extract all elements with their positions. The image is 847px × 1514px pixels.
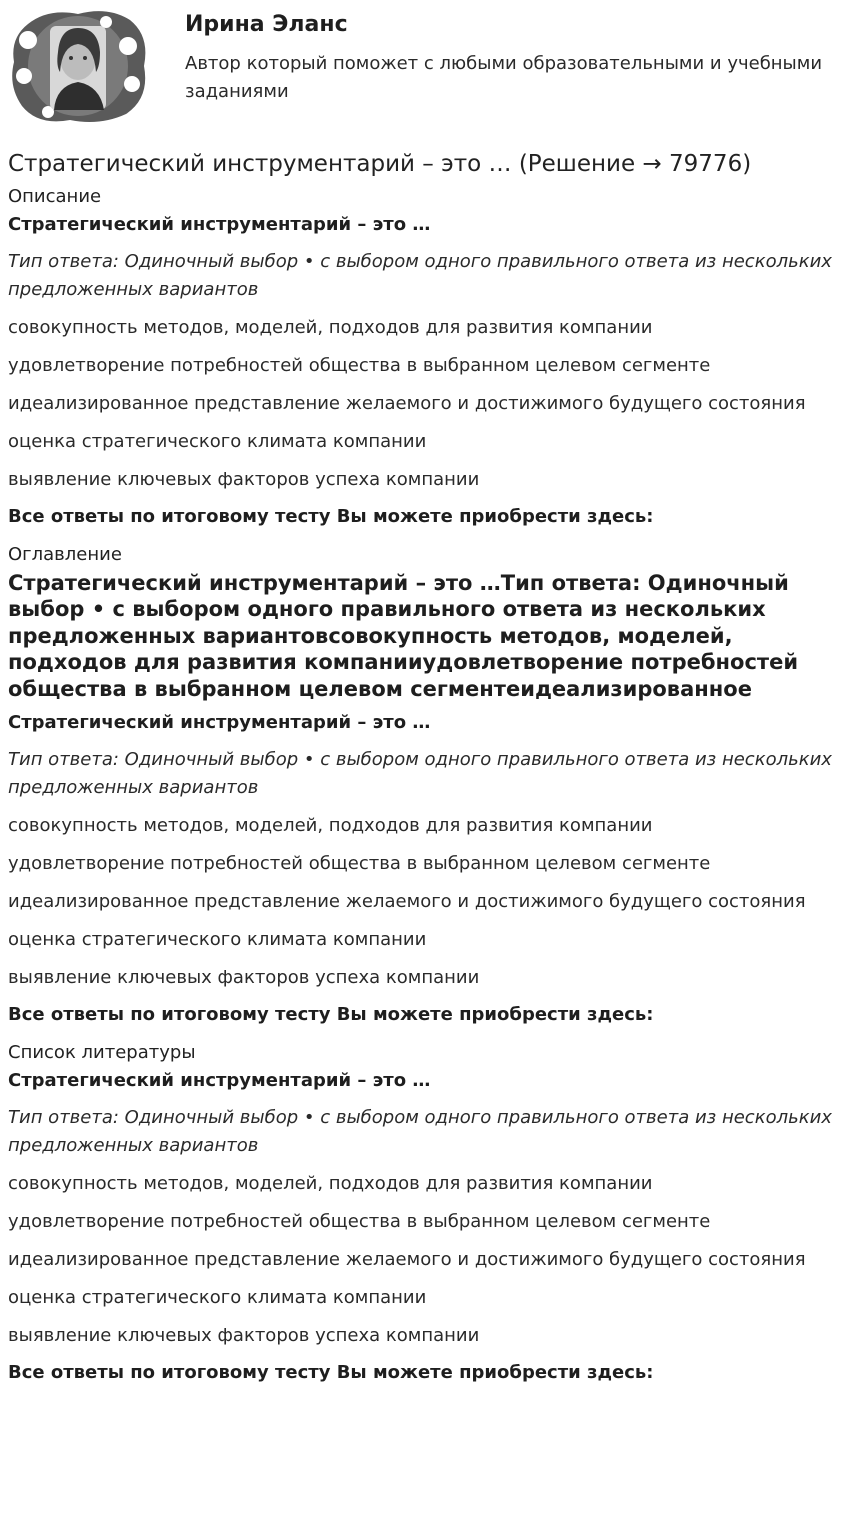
answer-type: Тип ответа: Одиночный выбор • с выбором одного правильного ответа из нескольких предложенных вариантов: [8, 749, 832, 798]
answer-option: оценка стратегического климата компании: [8, 1287, 427, 1308]
answer-option: удовлетворение потребностей общества в выбранном целевом сегменте: [8, 853, 711, 874]
buy-answers-text: Все ответы по итоговому тесту Вы можете приобрести здесь:: [8, 506, 654, 527]
author-header: [0, 0, 847, 130]
film-reel-avatar-icon: [8, 6, 150, 126]
main-content: [8, 146, 840, 1398]
description-section: [8, 184, 840, 530]
buy-answers-text: Все ответы по итоговому тесту Вы можете приобрести здесь:: [8, 1004, 654, 1025]
author-avatar[interactable]: [8, 6, 150, 126]
author-description: Автор который поможет с любыми образовательными и учебными заданиями: [185, 53, 823, 102]
answer-option: выявление ключевых факторов успеха компании: [8, 1325, 480, 1346]
answer-option: совокупность методов, моделей, подходов для развития компании: [8, 1173, 653, 1194]
question-title: Стратегический инструментарий – это …: [8, 214, 431, 235]
answer-option: идеализированное представление желаемого и достижимого будущего состояния: [8, 393, 806, 414]
buy-answers-text: Все ответы по итоговому тесту Вы можете приобрести здесь:: [8, 1362, 654, 1383]
answer-option: оценка стратегического климата компании: [8, 929, 427, 950]
answer-option: удовлетворение потребностей общества в выбранном целевом сегменте: [8, 1211, 711, 1232]
answer-option: выявление ключевых факторов успеха компании: [8, 967, 480, 988]
answer-type: Тип ответа: Одиночный выбор • с выбором одного правильного ответа из нескольких предложенных вариантов: [8, 251, 832, 300]
description-label: Описание: [8, 186, 102, 207]
answer-option: идеализированное представление желаемого и достижимого будущего состояния: [8, 1249, 806, 1270]
answer-option: выявление ключевых факторов успеха компании: [8, 469, 480, 490]
literature-label: Список литературы: [8, 1042, 196, 1063]
toc-label: Оглавление: [8, 544, 122, 565]
answer-option: оценка стратегического климата компании: [8, 431, 427, 452]
answer-option: идеализированное представление желаемого и достижимого будущего состояния: [8, 891, 806, 912]
page-title: Стратегический инструментарий – это … (Решение → 79776): [8, 151, 752, 177]
answer-option: совокупность методов, моделей, подходов для развития компании: [8, 815, 653, 836]
literature-section: [8, 1040, 840, 1386]
toc-heading: Стратегический инструментарий – это …Тип ответа: Одиночный выбор • с выбором одного правильного ответа из нескольких предложенных вариантовсовокупность методов, моделей, подходов для развития компанииудовлетворение потребностей общества в выбранном целевом сегментеидеализированное: [8, 571, 799, 701]
toc-section: [8, 542, 840, 1028]
answer-option: совокупность методов, моделей, подходов для развития компании: [8, 317, 653, 338]
answer-type: Тип ответа: Одиночный выбор • с выбором одного правильного ответа из нескольких предложенных вариантов: [8, 1107, 832, 1156]
question-title: Стратегический инструментарий – это …: [8, 712, 431, 733]
author-name[interactable]: Ирина Эланс: [185, 12, 348, 37]
answer-option: удовлетворение потребностей общества в выбранном целевом сегменте: [8, 355, 711, 376]
question-title: Стратегический инструментарий – это …: [8, 1070, 431, 1091]
